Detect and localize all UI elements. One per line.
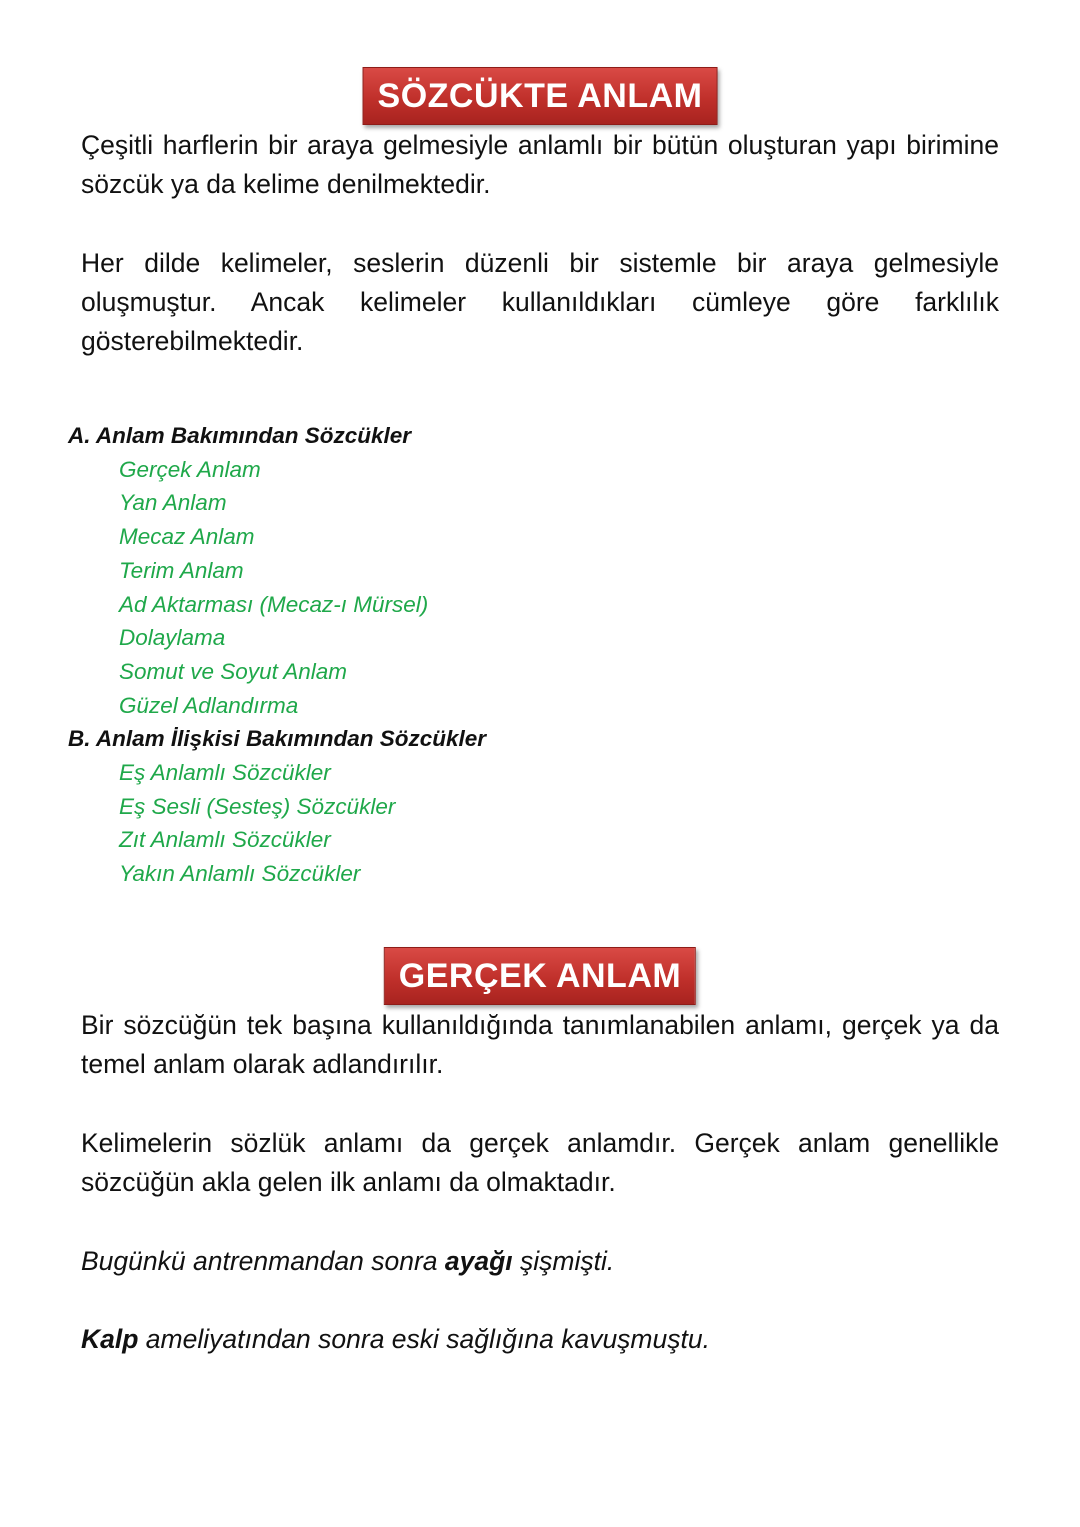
example-text: Bugünkü antrenmandan sonra: [81, 1246, 445, 1276]
list-item: Eş Anlamlı Sözcükler: [119, 760, 331, 786]
list-item: Gerçek Anlam: [119, 456, 261, 482]
list-item: Terim Anlam: [119, 557, 244, 583]
list-item: Zıt Anlamlı Sözcükler: [119, 827, 331, 853]
gercek-anlam-paragraph-2: Kelimelerin sözlük anlamı da gerçek anlamdır. Gerçek anlam genellikle sözcüğün akla gelen ilk anlamı da olmaktadır.: [81, 1128, 999, 1197]
example-keyword: ayağı: [444, 1246, 513, 1276]
list-item: Ad Aktarması (Mecaz-ı Mürsel): [119, 591, 429, 617]
example-keyword: Kalp: [81, 1324, 139, 1354]
outline-section-a-list: [68, 453, 968, 723]
example-text: şişmişti.: [512, 1246, 615, 1276]
list-item: Yakın Anlamlı Sözcükler: [119, 861, 361, 887]
outline-section-b-list: [68, 756, 968, 891]
outline-section-a-title: A. Anlam Bakımından Sözcükler: [68, 423, 412, 448]
list-item: Yan Anlam: [119, 490, 227, 516]
topic-outline: [68, 419, 968, 891]
intro-paragraph-1: Çeşitli harflerin bir araya gelmesiyle anlamlı bir bütün oluşturan yapı birimine sözcük ya da kelime denilmektedir.: [81, 130, 999, 199]
example-text: ameliyatından sonra eski sağlığına kavuşmuştu.: [138, 1324, 710, 1354]
list-item: Dolaylama: [119, 625, 226, 651]
list-item: Mecaz Anlam: [119, 524, 255, 550]
section-title-sozcukte-anlam: SÖZCÜKTE ANLAM: [363, 67, 718, 125]
intro-paragraph-2: Her dilde kelimeler, seslerin düzenli bir sistemle bir araya gelmesiyle oluşmuştur. Ancak kelimeler kullanıldıkları cümleye göre farklılık gösterebilmektedir.: [81, 248, 999, 356]
list-item: Güzel Adlandırma: [119, 692, 299, 718]
list-item: Somut ve Soyut Anlam: [119, 658, 348, 684]
list-item: Eş Sesli (Sesteş) Sözcükler: [119, 793, 396, 819]
outline-section-b-title: B. Anlam İlişkisi Bakımından Sözcükler: [68, 726, 487, 752]
example-sentence-2: [81, 1320, 999, 1359]
example-sentence-1: [81, 1242, 999, 1281]
gercek-anlam-paragraph-1: Bir sözcüğün tek başına kullanıldığında tanımlanabilen anlamı, gerçek ya da temel anlam olarak adlandırılır.: [81, 1010, 999, 1079]
section-title-gercek-anlam: GERÇEK ANLAM: [384, 947, 696, 1005]
